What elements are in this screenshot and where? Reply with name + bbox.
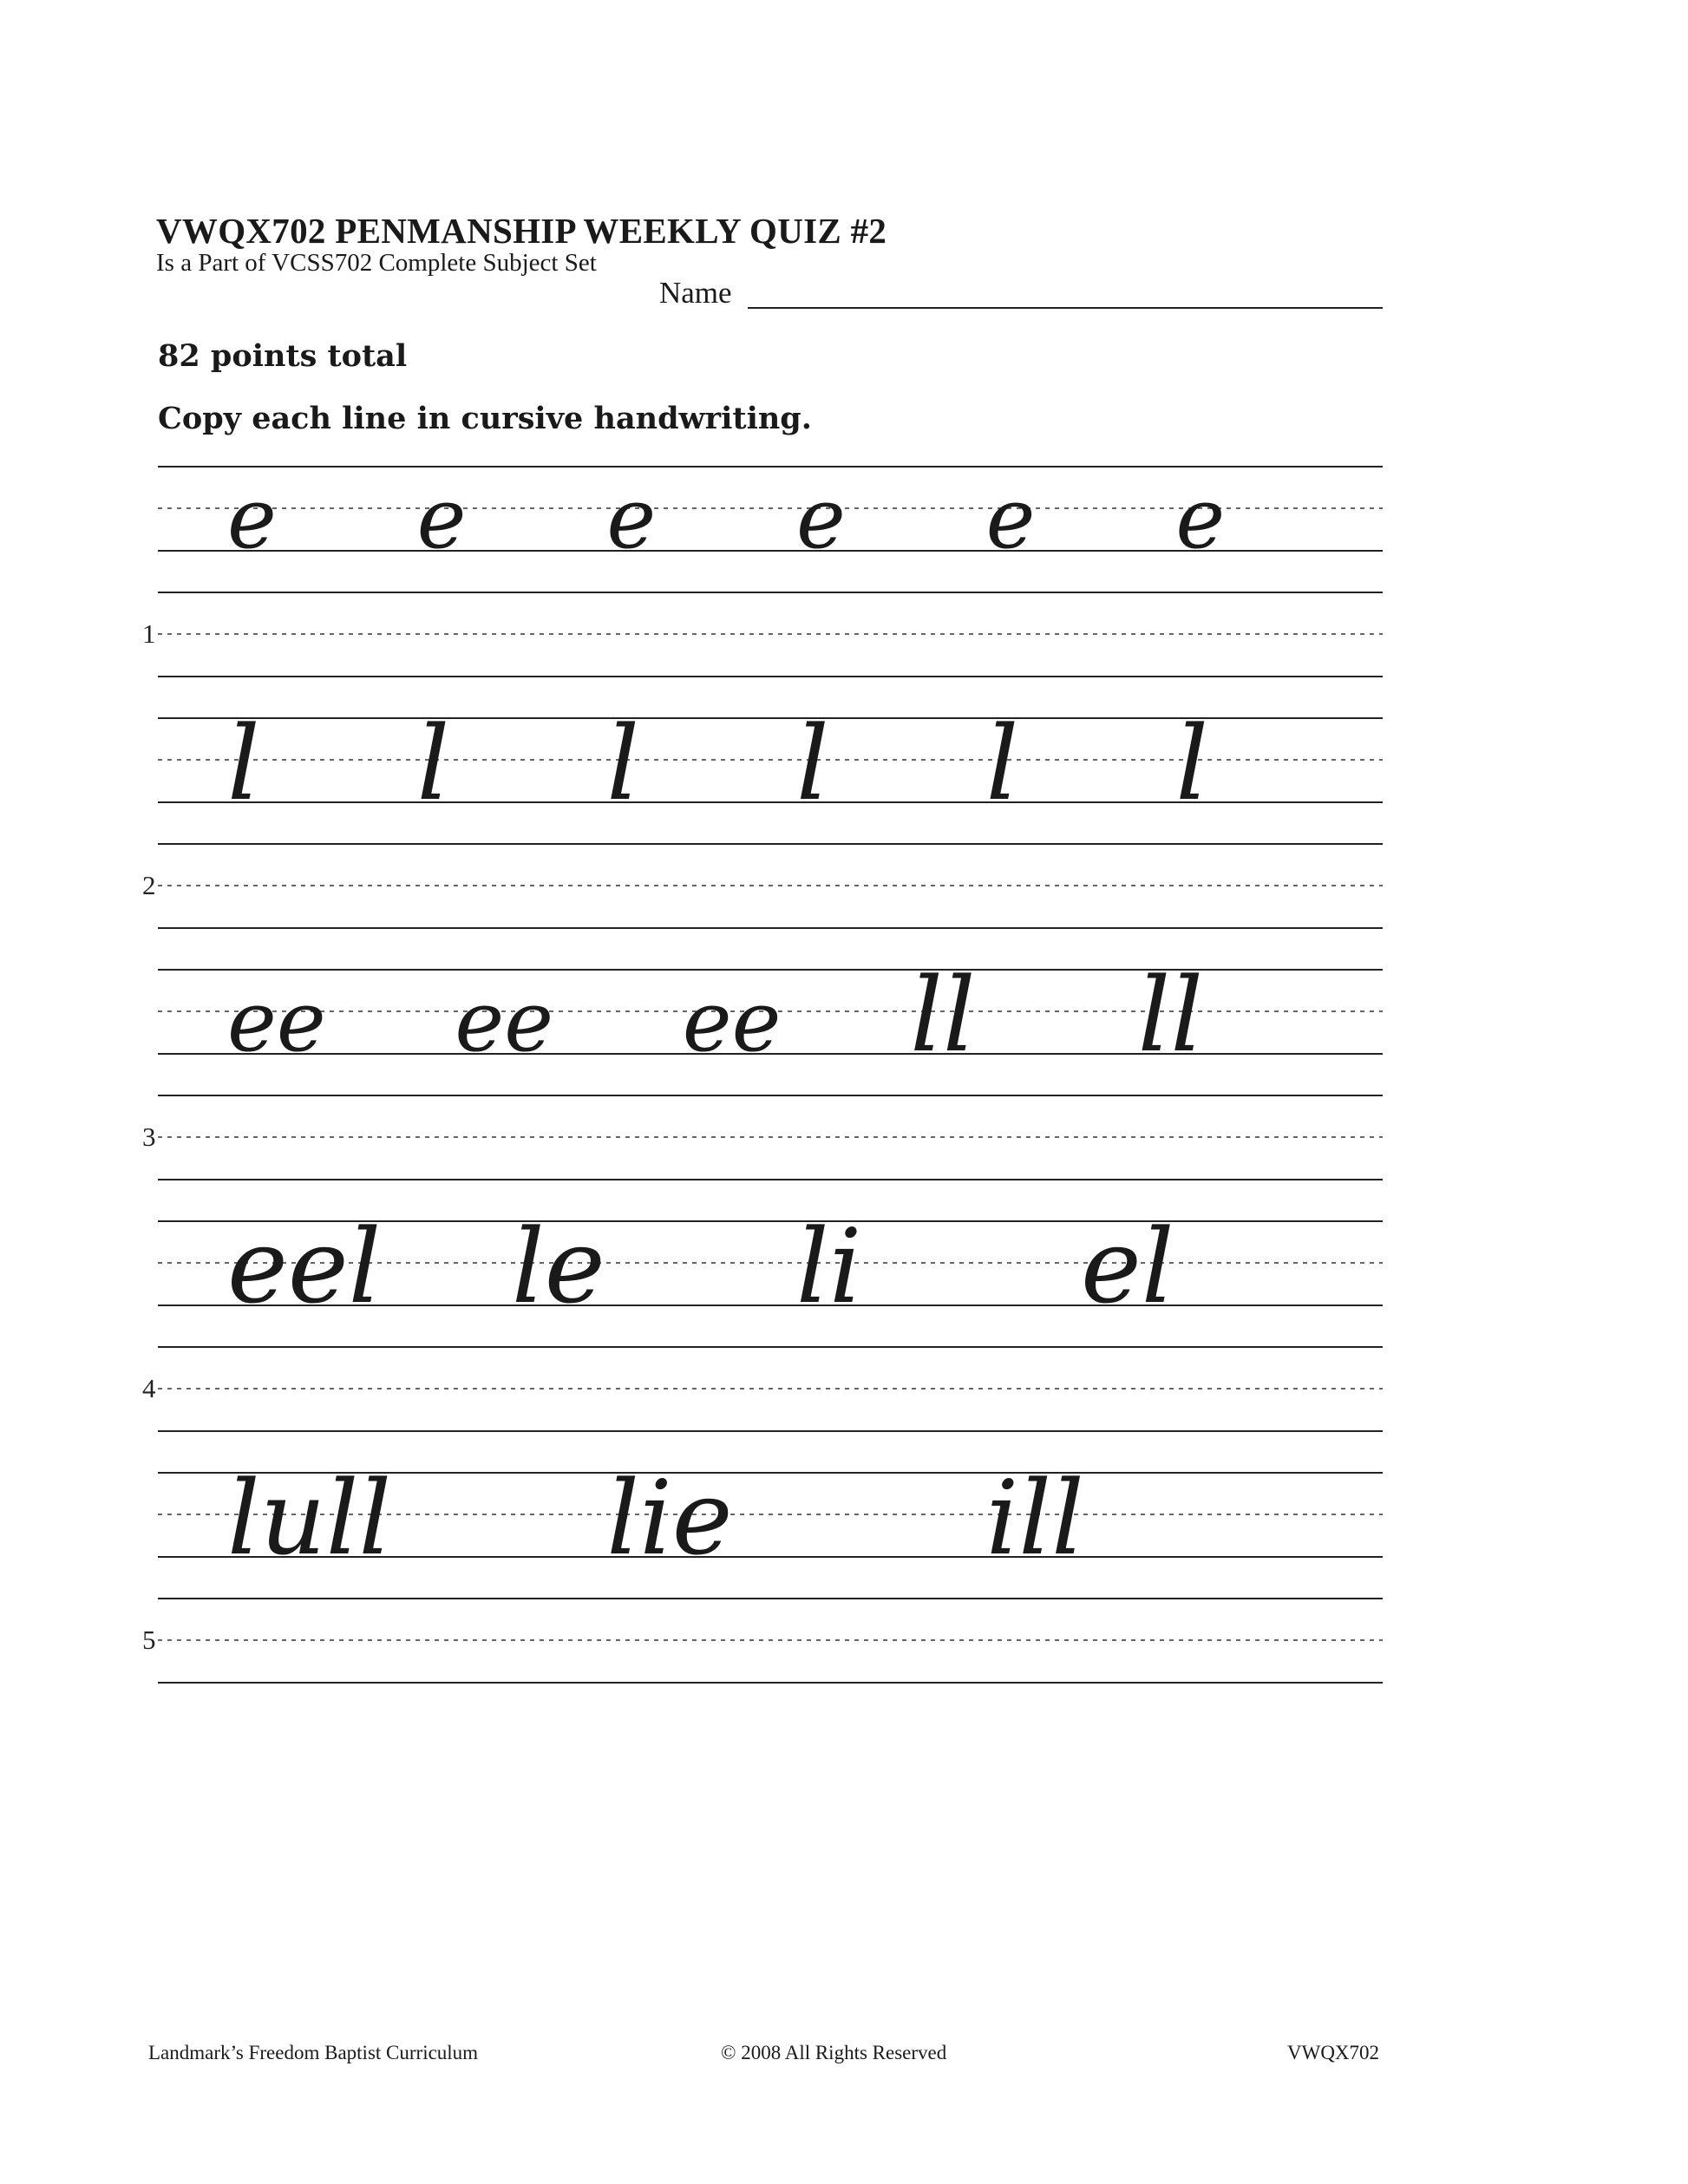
cursive-model-letters: ll [1137, 955, 1204, 1075]
cursive-model-letters: ee [227, 973, 326, 1070]
name-label: Name [659, 276, 732, 310]
cursive-model-letters: e [416, 470, 467, 567]
line-number: 3 [142, 1121, 156, 1152]
cursive-model-letters: l [1175, 703, 1209, 823]
cursive-model-letters: l [416, 703, 450, 823]
cursive-model-letters: l [606, 703, 640, 823]
cursive-model-letters: le [512, 1206, 605, 1326]
line-number: 1 [142, 618, 156, 649]
cursive-model-letters: ll [910, 955, 976, 1075]
footer-copyright: © 2008 All Rights Reserved [721, 2042, 947, 2063]
line-number: 5 [142, 1625, 156, 1655]
instructions: Copy each line in cursive handwriting. [158, 401, 812, 436]
cursive-model-letters: e [606, 470, 657, 567]
cursive-model-letters: ill [985, 1458, 1084, 1578]
cursive-model-letters: e [985, 470, 1036, 567]
cursive-model-letters: l [227, 703, 260, 823]
cursive-model-letters: e [227, 470, 277, 567]
footer-code: VWQX702 [1287, 2042, 1380, 2063]
line-number: 4 [142, 1373, 156, 1403]
points-total: 82 points total [158, 338, 408, 374]
cursive-model-letters: e [796, 470, 846, 567]
cursive-model-letters: ee [455, 973, 554, 1070]
cursive-model-letters: lie [606, 1458, 733, 1578]
page-title: VWQX702 PENMANSHIP WEEKLY QUIZ #2 [156, 211, 887, 251]
cursive-model-letters: li [796, 1206, 862, 1326]
cursive-model-letters: lull [227, 1458, 392, 1578]
cursive-model-letters: eel [227, 1206, 382, 1326]
footer-publisher: Landmark’s Freedom Baptist Curriculum [148, 2042, 479, 2063]
cursive-model-letters: l [796, 703, 829, 823]
cursive-model-letters: ee [682, 973, 782, 1070]
cursive-model-letters: l [985, 703, 1019, 823]
subtitle: Is a Part of VCSS702 Complete Subject Set [156, 249, 597, 277]
line-number: 2 [142, 870, 156, 900]
cursive-model-letters: e [1175, 470, 1226, 567]
cursive-model-letters: el [1081, 1206, 1174, 1326]
